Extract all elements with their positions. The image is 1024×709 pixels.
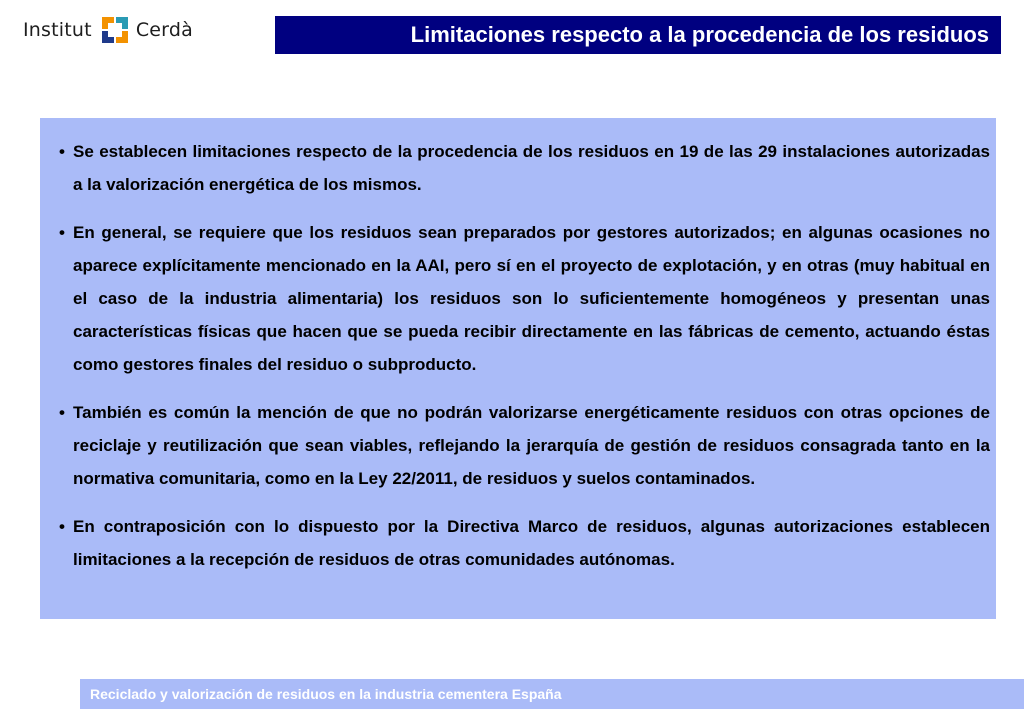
- footer-bar: [80, 679, 1024, 709]
- bullet-icon: •: [59, 223, 65, 242]
- bullet-icon: •: [59, 517, 65, 536]
- bullet-text: En general, se requiere que los residuos sean preparados por gestores autorizados; en algunas ocasiones no aparece explícitamente mencionado en la AAI, pero sí en el proyecto de explotación, y en otras (muy habitual en el caso de la industria alimentaria) los residuos son lo suficientemente homogéneos y presentan unas características físicas que hacen que se pueda recibir directamente en las fábricas de cemento, actuando éstas como gestores finales del residuo o subproducto.: [73, 223, 990, 374]
- bullet-text: En contraposición con lo dispuesto por la Directiva Marco de residuos, algunas autorizaciones establecen limitaciones a la recepción de residuos de otras comunidades autónomas.: [73, 517, 990, 569]
- footer-text: Reciclado y valorización de residuos en la industria cementera España: [90, 686, 562, 702]
- logo-text-institut: Institut: [23, 19, 92, 41]
- bullet-text: Se establecen limitaciones respecto de la procedencia de los residuos en 19 de las 29 instalaciones autorizadas a la valorización energética de los mismos.: [73, 142, 990, 194]
- page-title: Limitaciones respecto a la procedencia de los residuos: [410, 22, 989, 47]
- bullet-text: También es común la mención de que no podrán valorizarse energéticamente residuos con otras opciones de reciclaje y reutilización que sean viables, reflejando la jerarquía de gestión de residuos consagrada tanto en la normativa comunitaria, como en la Ley 22/2011, de residuos y suelos contaminados.: [73, 403, 990, 488]
- bullet-item: [59, 510, 990, 576]
- title-bar: [275, 16, 1001, 54]
- institut-cerda-logo: [23, 12, 193, 48]
- bullet-icon: •: [59, 142, 65, 161]
- bullet-item: [59, 396, 990, 495]
- content-box: [40, 118, 996, 619]
- logo-text-cerda: Cerdà: [135, 19, 193, 41]
- institut-cerda-logo-icon: [100, 15, 130, 45]
- bullet-item: [59, 216, 990, 381]
- bullet-item: [59, 135, 990, 201]
- bullet-icon: •: [59, 403, 65, 422]
